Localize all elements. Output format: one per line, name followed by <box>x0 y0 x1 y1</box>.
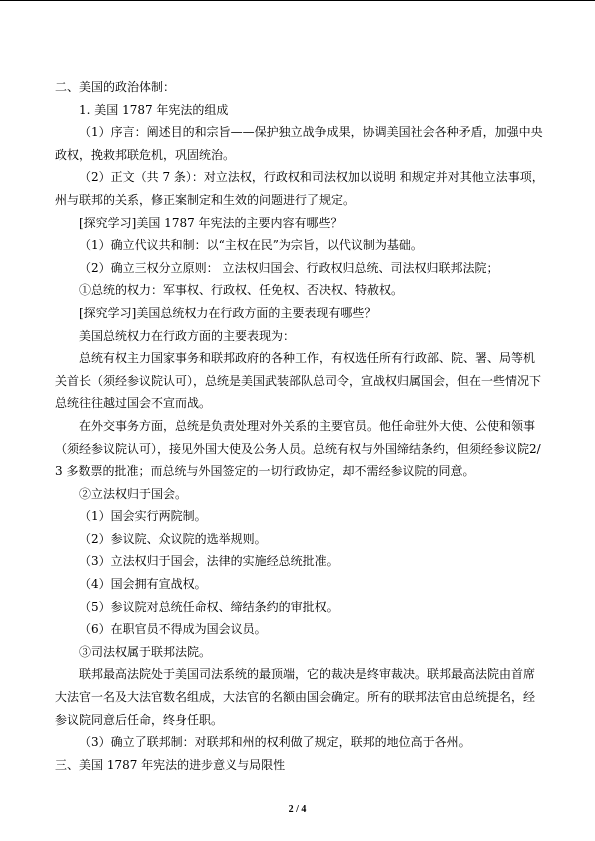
paragraph: 二、美国的政治体制： <box>55 80 176 94</box>
paragraph: 1. 美国 1787 年宪法的组成 <box>79 102 229 117</box>
paragraph: ③司法权属于联邦法院。 <box>79 644 212 659</box>
paragraph: [探究学习]美国 1787 年宪法的主要内容有哪些？ <box>79 215 343 230</box>
paragraph: （1）确立代议共和制：以“主权在民”为宗旨，以代议制为基础。 <box>79 238 423 253</box>
paragraph: 联邦最高法院处于美国司法系统的最顶端，它的裁决是终审裁决。联邦最高法院由首席大法官一名及大法官数名组成，大法官的名额由国会确定。所有的联邦法官由总统提名，经参议院同意后任命，终身任职。 <box>55 667 536 727</box>
document-body <box>55 76 545 776</box>
paragraph: （1）序言：阐述目的和宗旨——保护独立战争成果，协调美国社会各种矛盾，加强中央政权，挽救邦联危机，巩固统治。 <box>55 125 543 162</box>
paragraph: 美国总统权力在行政方面的主要表现为： <box>79 328 296 343</box>
paragraph: （3）立法权归于国会，法律的实施经总统批准。 <box>79 554 339 569</box>
paragraph: 在外交事务方面，总统是负责处理对外关系的主要官员。他任命驻外大使、公使和领事（须经参议院认可），接见外国大使及公务人员。总统有权与外国缔结条约，但须经参议院2/3 多数票的批准；而总统与外国签定的一切行政协定，却不需经参议院的同意。 <box>55 418 541 479</box>
paragraph: （1）国会实行两院制。 <box>79 509 207 524</box>
header-rule <box>0 0 595 1</box>
paragraph: （3）确立了联邦制：对联邦和州的权利做了规定，联邦的地位高于各州。 <box>79 735 471 750</box>
paragraph: （2）正文（共 7 条）：对立法权，行政权和司法权加以说明 和规定并对其他立法事项，州与联邦的关系，修正案制定和生效的问题进行了规定。 <box>55 170 544 207</box>
paragraph: （2）参议院、众议院的选举规则。 <box>79 531 267 546</box>
paragraph: ①总统的权力：军事权、行政权、任免权、否决权、特赦权。 <box>79 283 404 298</box>
paragraph: 三、美国 1787 年宪法的进步意义与局限性 <box>55 757 286 772</box>
paragraph: 总统有权主力国家事务和联邦政府的各种工作，有权选任所有行政部、院、署、局等机关首长（须经参议院认可），总统是美国武装部队总司令，宣战权归属国会，但在一些情况下总统往往越过国会不宣而战。 <box>55 351 542 411</box>
paragraph: ②立法权归于国会。 <box>79 486 188 501</box>
page-number: 2 / 4 <box>288 804 307 815</box>
paragraph: （6）在职官员不得成为国会议员。 <box>79 622 267 637</box>
paragraph: （5）参议院对总统任命权、缔结条约的审批权。 <box>79 599 339 614</box>
paragraph: （4）国会拥有宣战权。 <box>79 577 207 592</box>
paragraph: [探究学习]美国总统权力在行政方面的主要表现有哪些？ <box>79 305 377 320</box>
paragraph: （2）确立三权分立原则： 立法权归国会、行政权归总统、司法权归联邦法院； <box>79 260 499 275</box>
